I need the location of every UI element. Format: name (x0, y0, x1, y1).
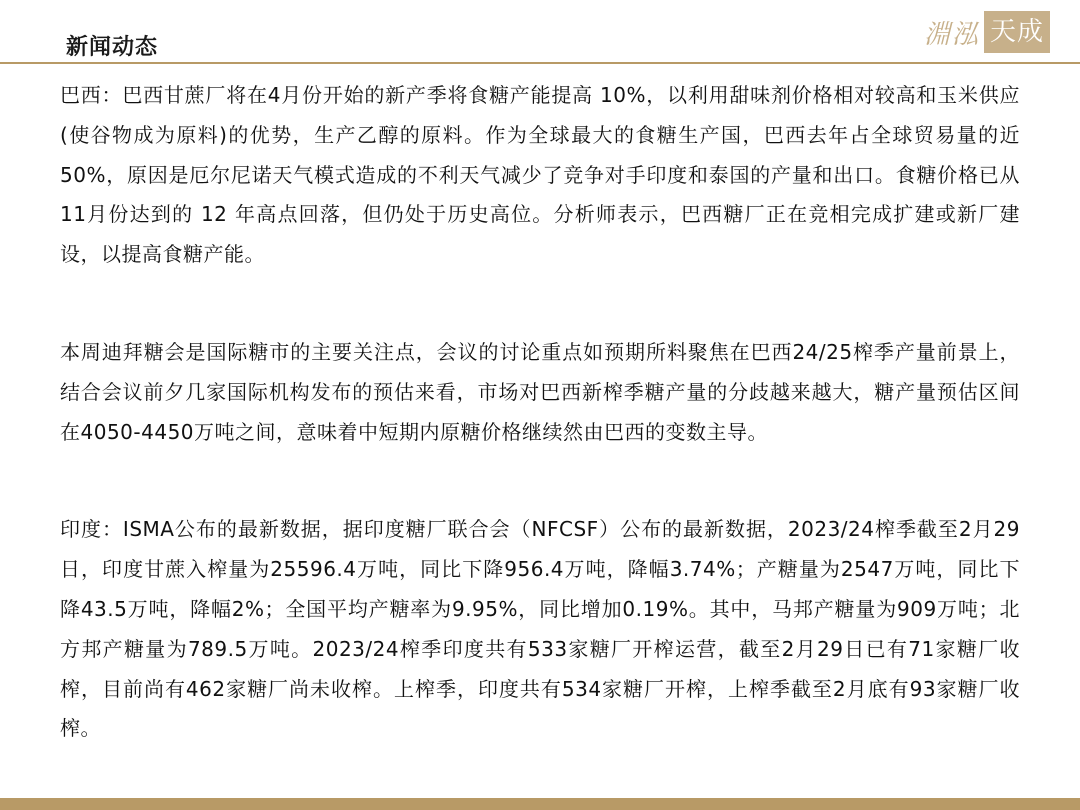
footer-bar (0, 798, 1080, 810)
paragraph-spacer (60, 275, 1020, 333)
company-logo (924, 10, 1050, 54)
paragraph-spacer (60, 452, 1020, 510)
news-content (60, 76, 1027, 749)
page-title: 新闻动态 (66, 35, 159, 60)
logo-text-left: 淵泓 (923, 19, 980, 50)
paragraph-dubai-conference: 本周迪拜糖会是国际糖市的主要关注点，会议的讨论重点如预期所料聚焦在巴西24/25榨季产量前景上，结合会议前夕几家国际机构发布的预估来看，市场对巴西新榨季糖产量的分歧越来越大，糖产量预估区间在4050-4450万吨之间，意味着中短期内原糖价格继续然由巴西的变数主导。 (60, 339, 1020, 444)
paragraph-india: 印度：ISMA公布的最新数据，据印度糖厂联合会（NFCSF）公布的最新数据，2023/24榨季截至2月29日，印度甘蔗入榨量为25596.4万吨，同比下降956.4万吨，降幅3.74%；产糖量为2547万吨，同比下降43.5万吨，降幅2%；全国平均产糖率为9.95%，同比增加0.19%。其中，马邦产糖量为909万吨；北方邦产糖量为789.5万吨。2023/24榨季印度共有533家糖厂开榨运营，截至2月29日已有71家糖厂收榨，目前尚有462家糖厂尚未收榨。上榨季，印度共有534家糖厂开榨，上榨季截至2月底有93家糖厂收榨。 (60, 517, 1020, 741)
logo-text-right: 天成 (984, 11, 1050, 53)
header-divider (0, 62, 1080, 64)
paragraph-brazil: 巴西：巴西甘蔗厂将在4月份开始的新产季将食糖产能提高 10%，以利用甜味剂价格相对较高和玉米供应(使谷物成为原料)的优势，生产乙醇的原料。作为全球最大的食糖生产国，巴西去年占全球贸易量的近 50%，原因是厄尔尼诺天气模式造成的不利天气减少了竞争对手印度和泰国的产量和出口。食糖价格已从 11月份达到的 12 年高点回落，但仍处于历史高位。分析师表示，巴西糖厂正在竞相完成扩建或新厂建设，以提高食糖产能。 (60, 83, 1027, 267)
